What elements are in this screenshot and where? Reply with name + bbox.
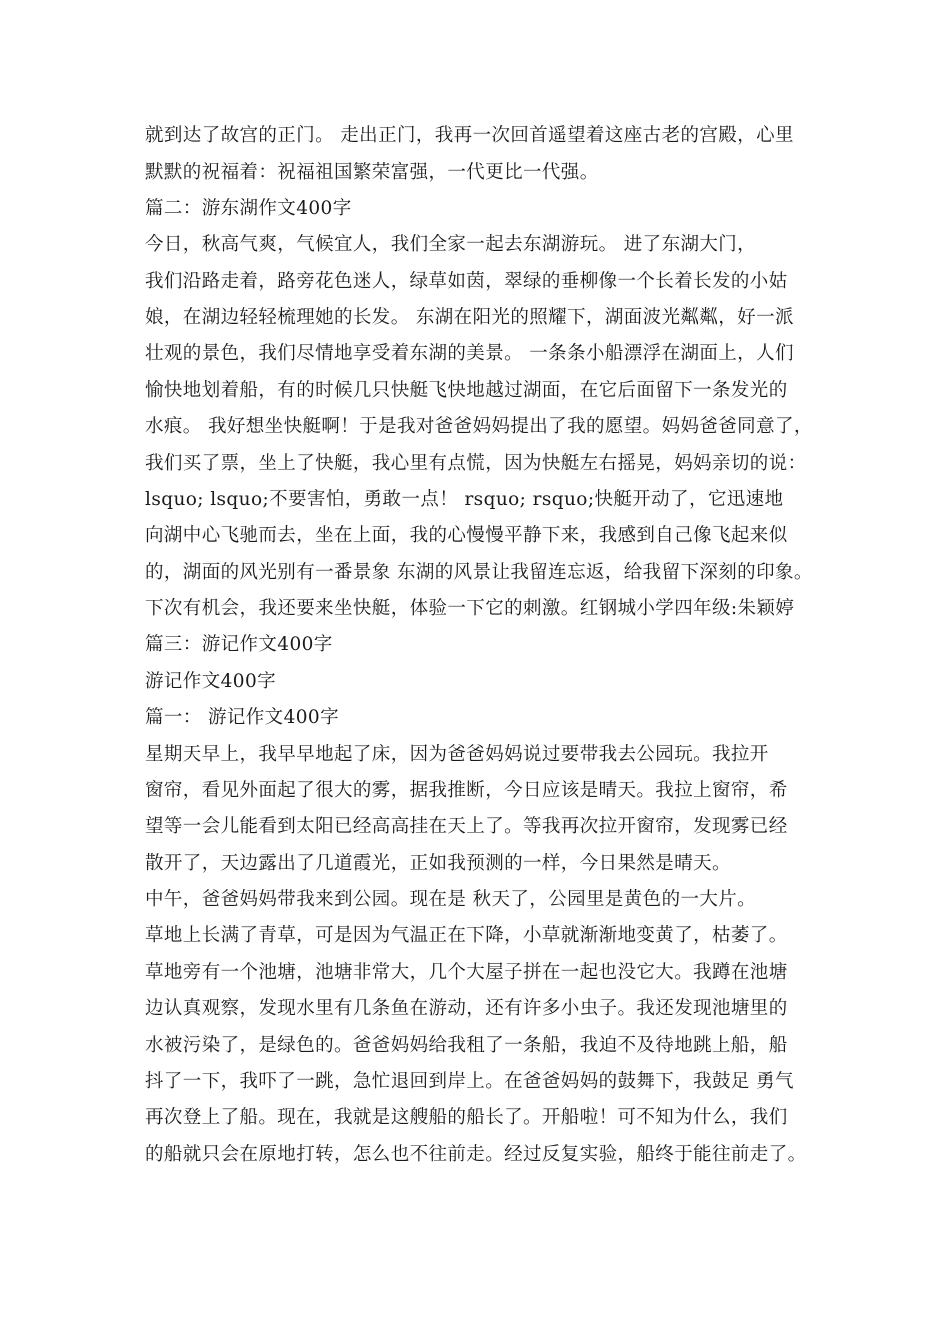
text-line: 星期天早上，我早早地起了床，因为爸爸妈妈说过要带我去公园玩。我拉开 bbox=[145, 744, 769, 765]
text-line: 水痕。 我好想坐快艇啊！于是我对爸爸妈妈提出了我的愿望。妈妈爸爸同意了， bbox=[145, 416, 813, 437]
text-line: 抖了一下，我吓了一跳，急忙退回到岸上。在爸爸妈妈的鼓舞下，我鼓足 勇气 bbox=[145, 1071, 794, 1092]
text-line: 就到达了故宫的正门。 走出正门，我再一次回首遥望着这座古老的宫殿，心里 bbox=[145, 125, 794, 146]
text-line: 今日，秋高气爽，气候宜人，我们全家一起去东湖游玩。 进了东湖大门， bbox=[145, 234, 757, 255]
text-line: 水被污染了，是绿色的。爸爸妈妈给我租了一条船，我迫不及待地跳上船，船 bbox=[145, 1035, 788, 1056]
text-line: 下次有机会，我还要来坐快艇，体验一下它的刺激。红钢城小学四年级:朱颖婷 bbox=[145, 598, 795, 619]
text-line: lsquo; lsquo;不要害怕，勇敢一点！ rsquo; rsquo;快艇开动了，它迅速地 bbox=[145, 489, 784, 510]
text-line: 壮观的景色，我们尽情地享受着东湖的美景。 一条条小船漂浮在湖面上，人们 bbox=[145, 343, 794, 364]
section-heading: 篇三：游记作文400字 bbox=[145, 634, 333, 655]
text-line: 望等一会儿能看到太阳已经高高挂在天上了。等我再次拉开窗帘，发现雾已经 bbox=[145, 816, 788, 837]
text-line: 草地旁有一个池塘，池塘非常大，几个大屋子拼在一起也没它大。我蹲在池塘 bbox=[145, 962, 788, 983]
text-line: 再次登上了船。现在，我就是这艘船的船长了。开船啦！可不知为什么，我们 bbox=[145, 1107, 788, 1128]
section-heading: 游记作文400字 bbox=[145, 671, 277, 692]
text-line: 的，湖面的风光别有一番景象 东湖的风景让我留连忘返，给我留下深刻的印象。 bbox=[145, 562, 813, 583]
text-line: 娘，在湖边轻轻梳理她的长发。 东湖在阳光的照耀下，湖面波光粼粼，好一派 bbox=[145, 307, 794, 328]
text-line: 边认真观察，发现水里有几条鱼在游动，还有许多小虫子。我还发现池塘里的 bbox=[145, 998, 788, 1019]
text-line: 中午，爸爸妈妈带我来到公园。现在是 秋天了，公园里是黄色的一大片。 bbox=[145, 889, 757, 910]
text-line: 散开了，天边露出了几道霞光，正如我预测的一样，今日果然是晴天。 bbox=[145, 853, 731, 874]
text-line: 我们买了票，坐上了快艇，我心里有点慌，因为快艇左右摇晃，妈妈亲切的说： bbox=[145, 453, 807, 474]
text-line: 我们沿路走着，路旁花色迷人，绿草如茵，翠绿的垂柳像一个长着长发的小姑 bbox=[145, 271, 788, 292]
section-heading: 篇一： 游记作文400字 bbox=[145, 707, 339, 728]
text-line: 向湖中心飞驰而去，坐在上面，我的心慢慢平静下来，我感到自己像飞起来似 bbox=[145, 525, 788, 546]
text-line: 的船就只会在原地打转，怎么也不往前走。经过反复实验，船终于能往前走了。 bbox=[145, 1144, 807, 1165]
section-heading: 篇二：游东湖作文400字 bbox=[145, 198, 352, 219]
text-line: 草地上长满了青草，可是因为气温正在下降，小草就渐渐地变黄了，枯萎了。 bbox=[145, 925, 788, 946]
text-line: 窗帘，看见外面起了很大的雾，据我推断，今日应该是晴天。我拉上窗帘，希 bbox=[145, 780, 788, 801]
text-line: 愉快地划着船，有的时候几只快艇飞快地越过湖面，在它后面留下一条发光的 bbox=[145, 380, 788, 401]
text-line: 默默的祝福着：祝福祖国繁荣富强，一代更比一代强。 bbox=[145, 162, 599, 183]
